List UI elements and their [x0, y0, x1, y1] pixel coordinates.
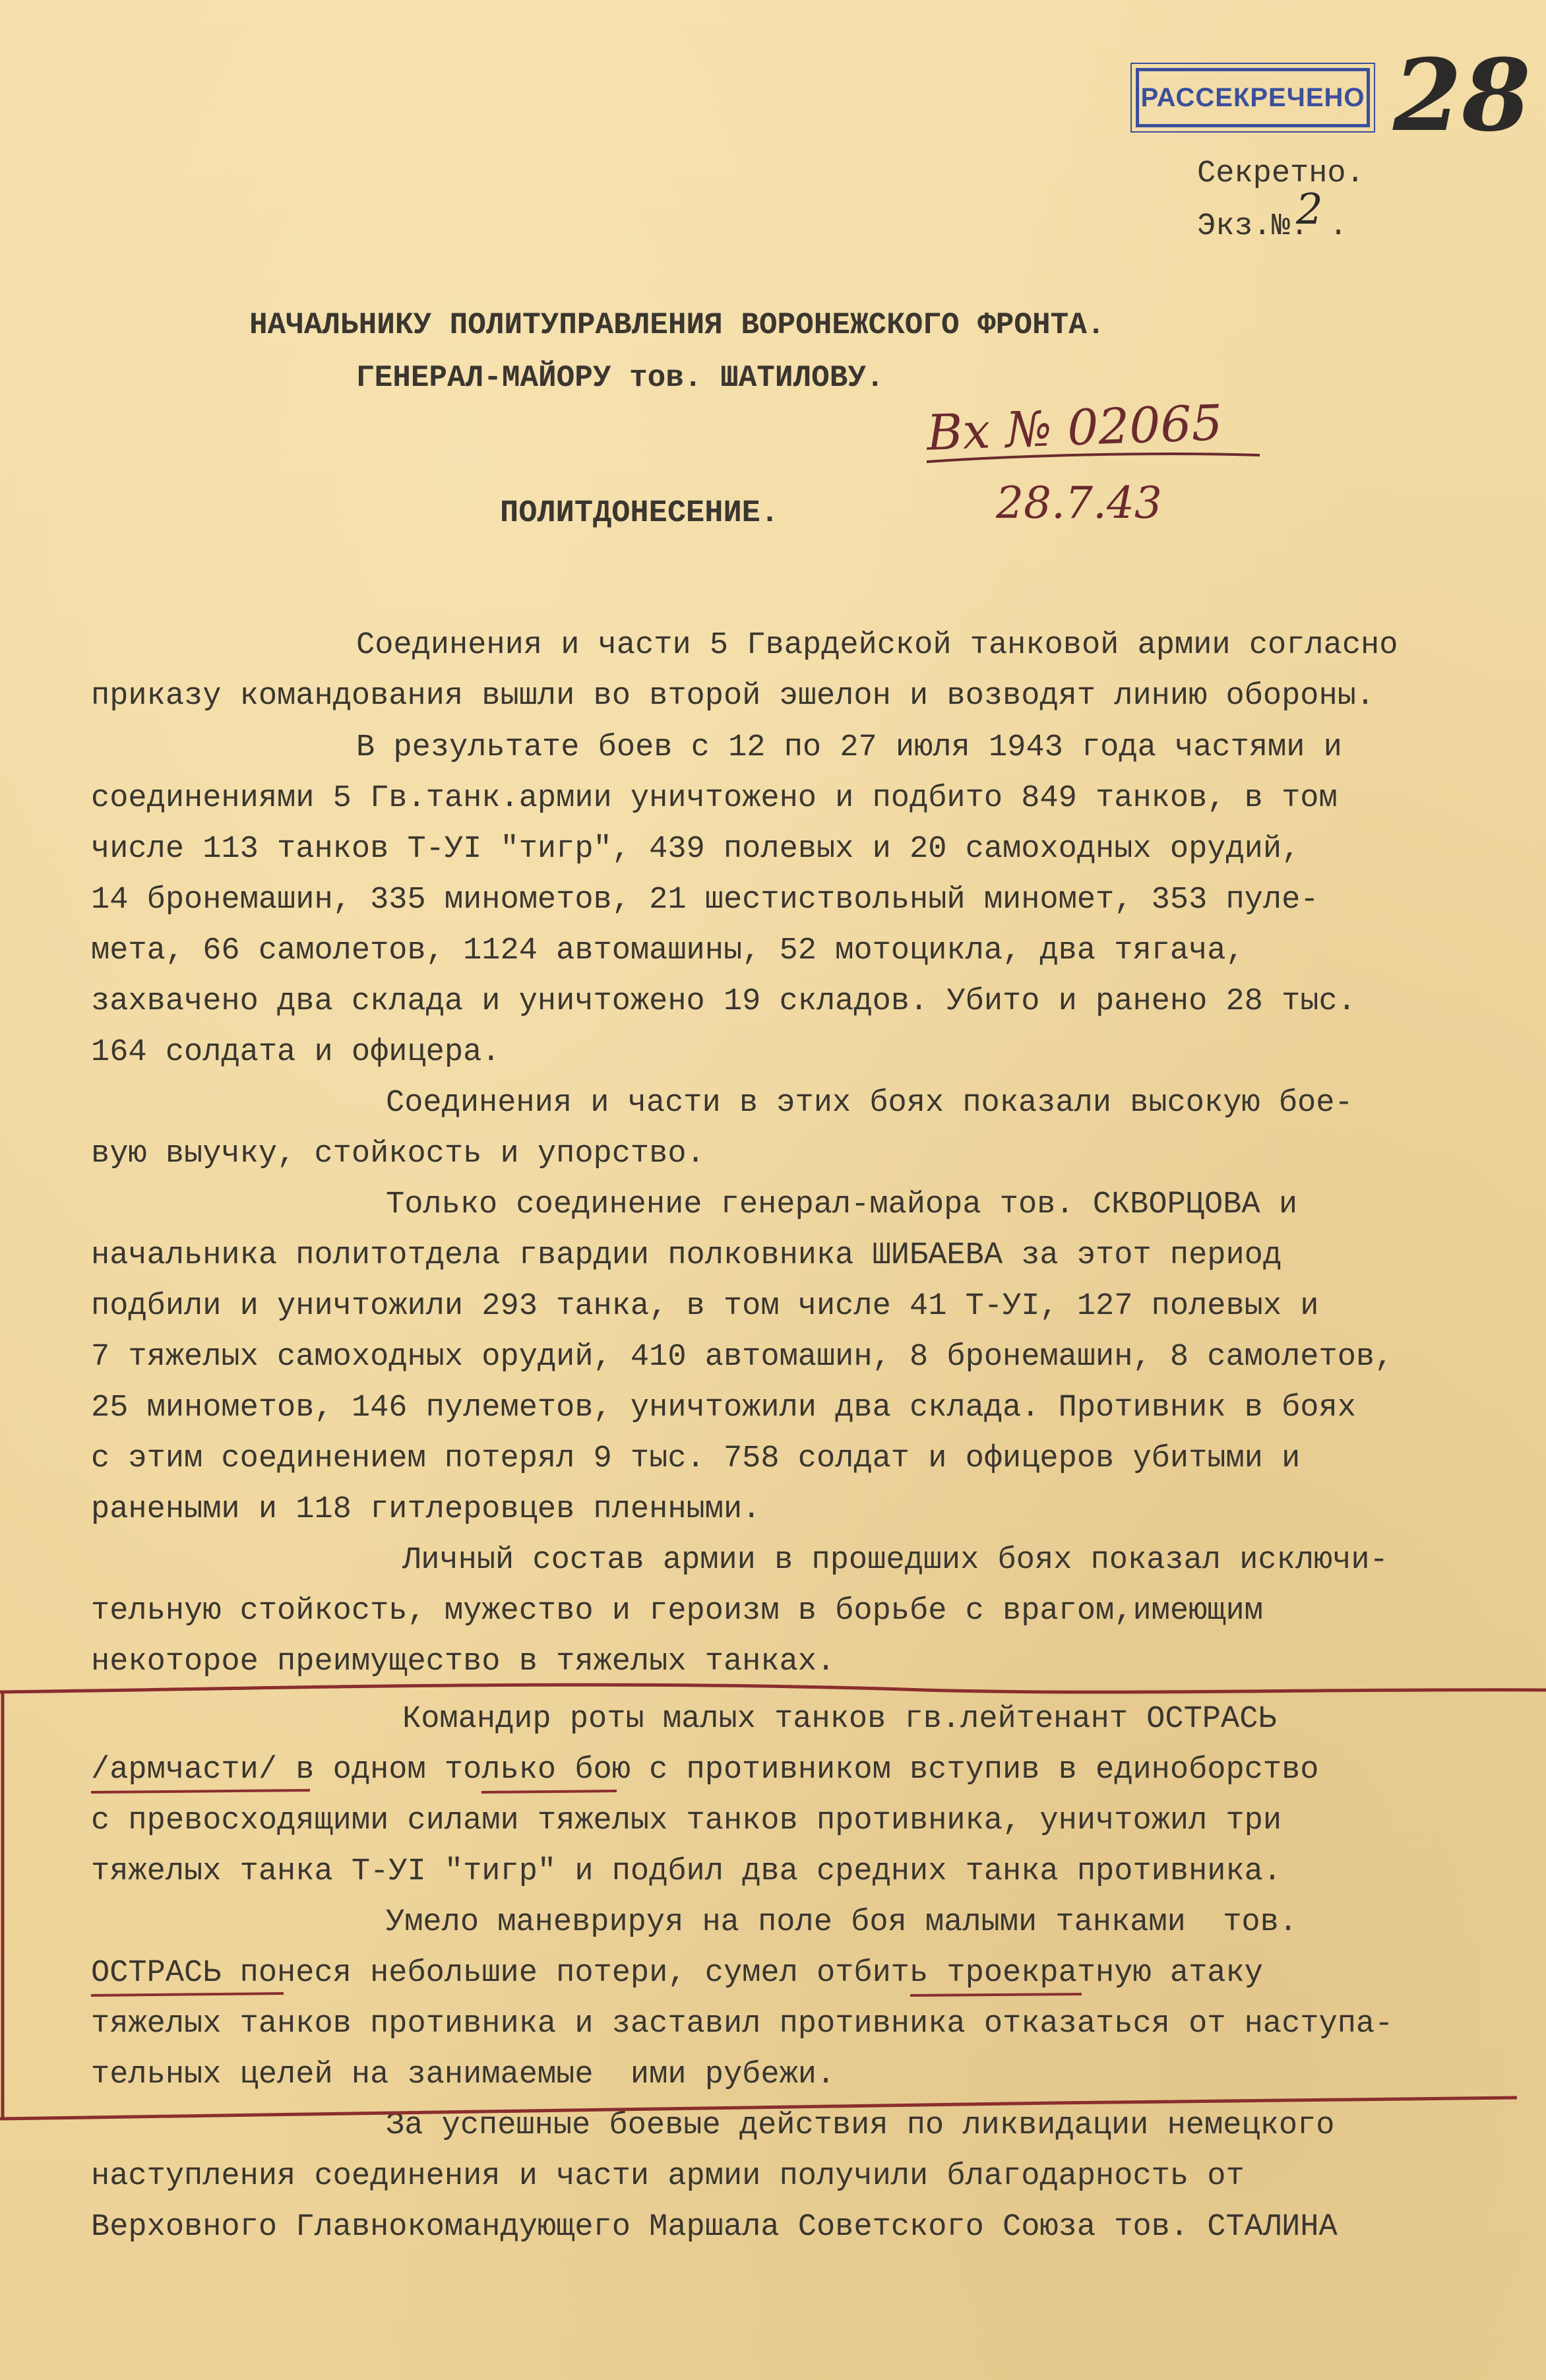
- body-line: Верховного Главнокомандующего Маршала Советского Союза тов. СТАЛИНА: [91, 2210, 1338, 2245]
- body-line: подбили и уничтожили 293 танка, в том числе 41 Т-УI, 127 полевых и: [91, 1289, 1319, 1324]
- body-line: тяжелых танка Т-УI "тигр" и подбил два средних танка противника.: [91, 1854, 1282, 1889]
- body-line: приказу командования вышли во второй эшелон и возводят линию обороны.: [91, 679, 1375, 714]
- body-line: с превосходящими силами тяжелых танков противника, уничтожил три: [91, 1803, 1282, 1838]
- body-line: наступления соединения и части армии получили благодарность от: [91, 2159, 1245, 2194]
- body-line: 14 бронемашин, 335 минометов, 21 шестиствольный миномет, 353 пуле-: [91, 883, 1319, 918]
- addressee-line-1: НАЧАЛЬНИКУ ПОЛИТУПРАВЛЕНИЯ ВОРОНЕЖСКОГО ФРОНТА.: [249, 308, 1105, 342]
- underline-tolko: [481, 1791, 617, 1792]
- exemplar-number: 2: [1296, 185, 1323, 234]
- body-line: 25 минометов, 146 пулеметов, уничтожили два склада. Противник в боях: [91, 1391, 1356, 1425]
- body-line: с этим соединением потерял 9 тыс. 758 солдат и офицеров убитыми и: [91, 1441, 1301, 1476]
- body-line: некоторое преимущество в тяжелых танках.: [91, 1644, 836, 1679]
- underline-ostras: [91, 1993, 284, 1995]
- body-line: Умело маневрируя на поле боя малыми танками тов.: [386, 1905, 1298, 1940]
- addressee-line-2: ГЕНЕРАЛ-МАЙОРУ тов. ШАТИЛОВУ.: [356, 361, 884, 395]
- body-line: тельную стойкость, мужество и героизм в борьбе с врагом,имеющим: [91, 1594, 1263, 1629]
- body-line: /армчасти/ в одном только бою с противником вступив в единоборство: [91, 1753, 1319, 1788]
- classification-mark: Секретно.: [1197, 156, 1365, 191]
- body-line: Соединения и части 5 Гвардейской танковой армии согласно: [356, 628, 1398, 663]
- registration-date: 28.7.43: [996, 478, 1162, 528]
- exemplar-suffix: .: [1329, 209, 1348, 244]
- body-line: соединениями 5 Гв.танк.армии уничтожено и подбито 849 танков, в том: [91, 781, 1338, 816]
- body-line: ОСТРАСЬ понеся небольшие потери, сумел отбить троекратную атаку: [91, 1956, 1263, 1991]
- body-line: 7 тяжелых самоходных орудий, 410 автомашин, 8 бронемашин, 8 самолетов,: [91, 1340, 1394, 1375]
- body-line: 164 солдата и офицера.: [91, 1035, 501, 1070]
- body-line: Личный состав армии в прошедших боях показал исключи-: [402, 1543, 1388, 1578]
- declassified-stamp-text: РАССЕКРЕЧЕНО: [1140, 82, 1365, 112]
- handwritten-page-number: 28: [1393, 38, 1531, 154]
- body-line: начальника политотдела гвардии полковника ШИБАЕВА за этот период: [91, 1238, 1282, 1273]
- bracket-top-line: [0, 1685, 1546, 1692]
- body-line: тельных целей на занимаемые ими рубежи.: [91, 2057, 836, 2092]
- body-line: Командир роты малых танков гв.лейтенант ОСТРАСЬ: [402, 1702, 1277, 1737]
- underline-armchasti: [91, 1790, 310, 1792]
- body-line: захвачено два склада и уничтожено 19 складов. Убито и ранено 28 тыс.: [91, 984, 1356, 1019]
- body-line: тяжелых танков противника и заставил противника отказаться от наступа-: [91, 2007, 1394, 2042]
- body-line: Только соединение генерал-майора тов. СКВОРЦОВА и: [386, 1187, 1298, 1222]
- body-line: мета, 66 самолетов, 1124 автомашины, 52 мотоцикла, два тягача,: [91, 933, 1245, 968]
- body-line: числе 113 танков Т-УI "тигр", 439 полевых и 20 самоходных орудий,: [91, 832, 1301, 867]
- declassified-stamp: [1136, 68, 1370, 127]
- body-line: вую выучку, стойкость и упорство.: [91, 1137, 705, 1172]
- body-line: За успешные боевые действия по ликвидации немецкого: [386, 2108, 1335, 2143]
- document-title: ПОЛИТДОНЕСЕНИЕ.: [500, 496, 780, 531]
- body-line: ранеными и 118 гитлеровцев пленными.: [91, 1492, 761, 1527]
- exemplar-prefix: Экз.№.: [1197, 209, 1309, 244]
- body-line: В результате боев с 12 по 27 июля 1943 года частями и: [356, 730, 1342, 765]
- underline-troekratnuyu: [910, 1994, 1082, 1995]
- registration-number: Вх № 02065: [925, 394, 1223, 462]
- body-line: Соединения и части в этих боях показали высокую бое-: [386, 1086, 1353, 1121]
